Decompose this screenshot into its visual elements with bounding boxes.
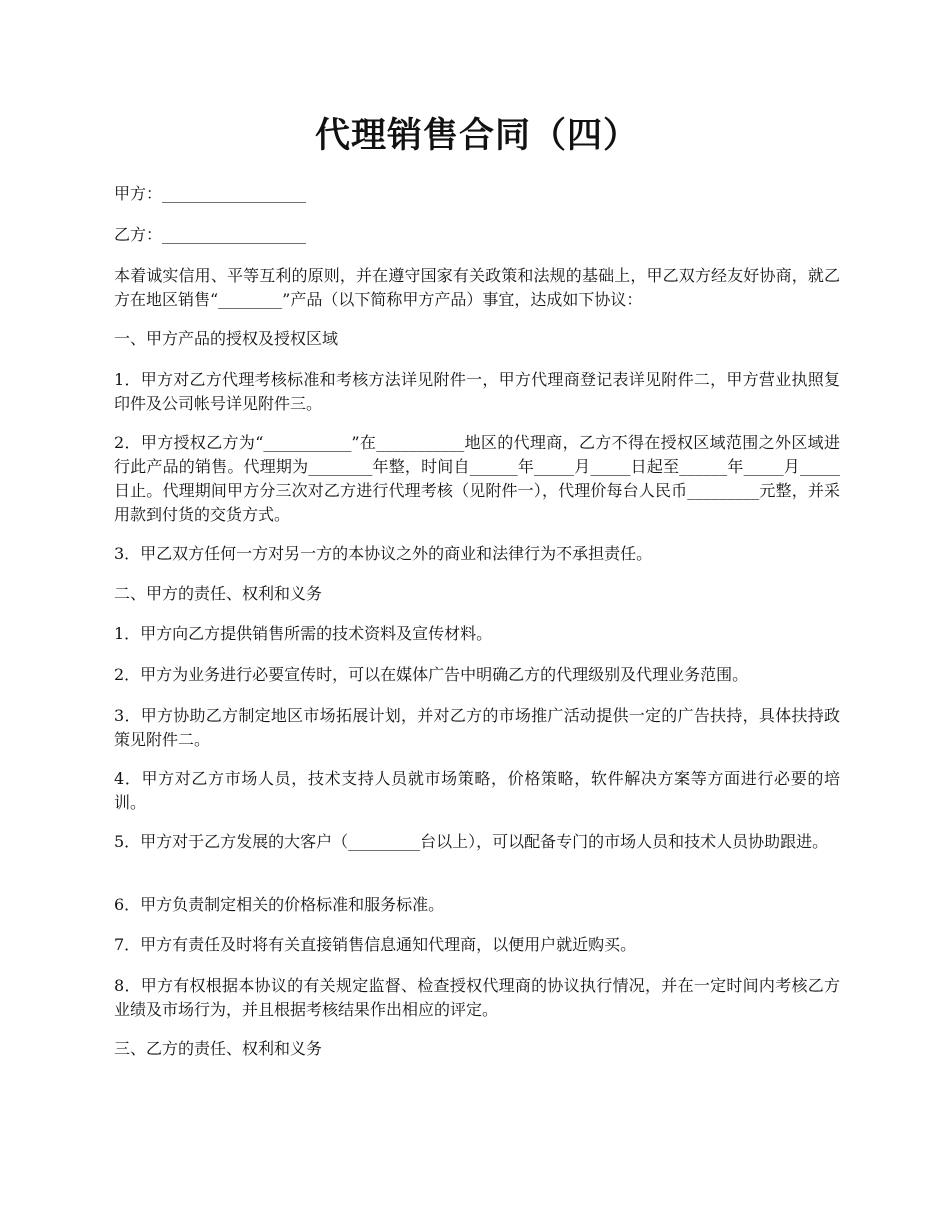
section-2-item-5: 5．甲方对于乙方发展的大客户（_________台以上），可以配备专门的市场人员和技术人员协助跟进。 [114,832,829,851]
section-1-heading: 一、甲方产品的授权及授权区域 [114,329,339,348]
section-1-item-2: 2．甲方授权乙方为“___________”在___________地区的代理商，乙方不得在授权区域范围之外区域进行此产品的销售。代理期为________年整，时间自______年_____月_____日起至______年_____月_____日止。代理期间甲方分三次对乙方进行代理考核（见附件一），代理价每台人民币_________元整，并采用款到付货的交货方式。 [114,433,840,524]
party-a-line: 甲方：__________________ [114,184,307,203]
section-2-item-6: 6．甲方负责制定相关的价格标准和服务标准。 [114,895,445,914]
section-3-heading: 三、乙方的责任、权利和义务 [114,1039,323,1058]
section-2-item-4: 4．甲方对乙方市场人员，技术支持人员就市场策略，价格策略，软件解决方案等方面进行必要的培训。 [114,769,840,812]
section-2-item-3: 3．甲方协助乙方制定地区市场拓展计划，并对乙方的市场推广活动提供一定的广告扶持，具体扶持政策见附件二。 [114,706,840,749]
section-2-item-7: 7．甲方有责任及时将有关直接销售信息通知代理商，以便用户就近购买。 [114,935,637,954]
section-2-heading: 二、甲方的责任、权利和义务 [114,584,323,603]
preamble-paragraph: 本着诚实信用、平等互利的原则，并在遵守国家有关政策和法规的基础上，甲乙双方经友好协商，就乙方在地区销售“________”产品（以下简称甲方产品）事宜，达成如下协议： [114,266,840,309]
section-1-item-3: 3．甲乙双方任何一方对另一方的本协议之外的商业和法律行为不承担责任。 [114,544,653,563]
section-2-item-2: 2．甲方为业务进行必要宣传时，可以在媒体广告中明确乙方的代理级别及代理业务范围。 [114,665,749,684]
section-2-item-8: 8．甲方有权根据本协议的有关规定监督、检查授权代理商的协议执行情况，并在一定时间内考核乙方业绩及市场行为，并且根据考核结果作出相应的评定。 [114,976,840,1019]
party-b-line: 乙方：__________________ [114,225,307,244]
document-title: 代理销售合同（四） [314,115,639,156]
section-2-item-1: 1．甲方向乙方提供销售所需的技术资料及宣传材料。 [114,624,493,643]
section-1-item-1: 1．甲方对乙方代理考核标准和考核方法详见附件一，甲方代理商登记表详见附件二，甲方营业执照复印件及公司帐号详见附件三。 [114,370,840,413]
